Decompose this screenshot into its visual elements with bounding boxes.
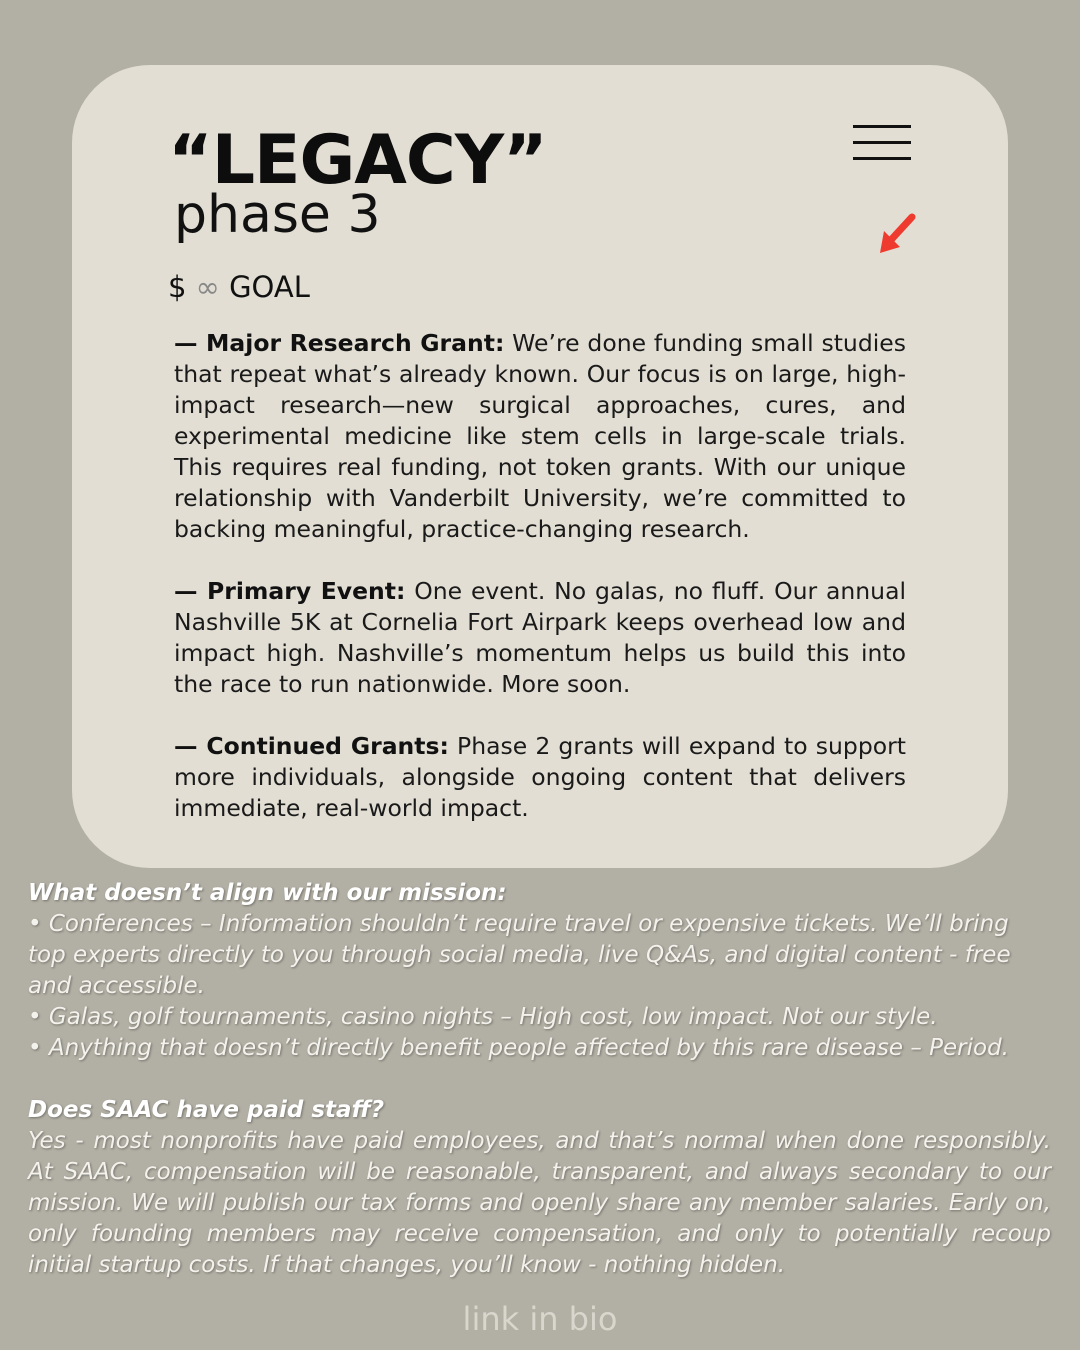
arrow-down-left-icon xyxy=(878,211,918,257)
mission-bullet: • Anything that doesn’t directly benefit people affected by this rare disease – Period. xyxy=(28,1035,1009,1061)
section-heading: — Primary Event: xyxy=(174,577,406,605)
phase-sections xyxy=(174,328,906,855)
staff-answer: Yes - most nonprofits have paid employees, and that’s normal when done responsibly. At SAAC, compensation will be reasonable, transparent, and always secondary to our mission. We will publish our tax forms and openly share any member salaries. Early on, only founding members may receive compensation, and only to potentially recoup initial startup costs. If that changes, you’ll know - nothing hidden. xyxy=(28,1128,1051,1278)
page-title: “LEGACY” xyxy=(168,121,547,200)
section-continued-grants xyxy=(174,731,906,824)
mission-question: What doesn’t align with our mission: xyxy=(28,880,507,906)
phase-card xyxy=(72,65,1008,868)
mission-bullet: • Conferences – Information shouldn’t require travel or expensive tickets. We’ll bring top experts directly to you through social media, live Q&As, and digital content - free and accessible. xyxy=(28,911,1011,999)
faq-section xyxy=(28,878,1051,1281)
phase-subtitle: phase 3 xyxy=(174,185,381,245)
goal-label: GOAL xyxy=(229,270,310,304)
section-body: One event. No galas, no fluff. Our annual Nashville 5K at Cornelia Fort Airpark keeps overhead low and impact high. Nashville’s momentum helps us build this into the race to run nationwide. More soon. xyxy=(174,577,907,698)
section-heading: — Continued Grants: xyxy=(174,732,449,760)
link-in-bio[interactable]: link in bio xyxy=(462,1300,618,1338)
section-primary-event xyxy=(174,576,906,700)
infinity-icon: ∞ xyxy=(195,270,220,304)
section-body: We’re done funding small studies that repeat what’s already known. Our focus is on large, high-impact research—new surgical approaches, cures, and experimental medicine like stem cells in large-scale trials. This requires real funding, not token grants. With our unique relationship with Vanderbilt University, we’re committed to backing meaningful, practice-changing research. xyxy=(174,329,906,543)
dollar-sign: $ xyxy=(168,270,187,304)
hamburger-menu-icon[interactable] xyxy=(853,123,913,163)
section-heading: — Major Research Grant: xyxy=(174,329,505,357)
staff-question: Does SAAC have paid staff? xyxy=(28,1097,385,1123)
section-body: Phase 2 grants will expand to support more individuals, alongside ongoing content that delivers immediate, real-world impact. xyxy=(174,732,906,822)
mission-bullet: • Galas, golf tournaments, casino nights – High cost, low impact. Not our style. xyxy=(28,1004,938,1030)
section-research-grant xyxy=(174,328,906,545)
goal-line xyxy=(168,272,310,304)
